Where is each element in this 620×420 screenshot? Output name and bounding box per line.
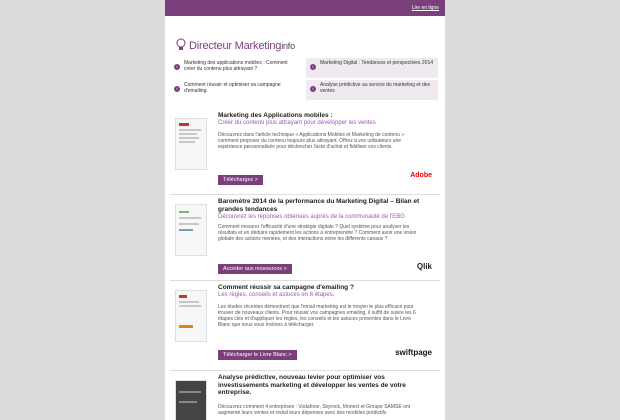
- brand-logo[interactable]: [189, 40, 295, 52]
- article-title[interactable]: Analyse prédictive, nouveau levier pour optimiser vos investissements marketing et développer les ventes de votre entreprise.: [218, 374, 406, 396]
- article-mobile: [170, 112, 440, 190]
- divider: [170, 280, 440, 281]
- qlik-logo: Qlik: [416, 262, 432, 271]
- article-thumbnail[interactable]: [175, 118, 207, 170]
- table-of-contents: [170, 58, 440, 100]
- info-icon: i: [174, 64, 180, 70]
- article-thumbnail[interactable]: [175, 290, 207, 342]
- brand-suffix: info: [281, 41, 295, 51]
- article-emailing: [170, 284, 440, 364]
- top-bar: [165, 0, 445, 16]
- download-button[interactable]: Téléchargez >: [218, 175, 263, 185]
- toc-item-digital[interactable]: i Marketing Digital : Tendances et perspectives 2014: [306, 58, 438, 78]
- brand-main: Directeur Marketing: [189, 40, 282, 52]
- article-title[interactable]: Comment réussir sa campagne d'emailing ?: [218, 284, 354, 291]
- email-body: [165, 0, 445, 420]
- divider: [170, 370, 440, 371]
- article-body: Les études récentes démontrent que l'email marketing est le moyen le plus efficace pour trouver de nouveaux clients. Pour réussir vos campagnes emailing, il suffit de suivre les 6 étapes clés et d'appliquer les règles, les conseils et les astuces présentés dans le Livre Blanc que nous vous invitons à télécharger.: [218, 304, 416, 328]
- adobe-logo: Adobe: [410, 172, 432, 179]
- article-subtitle: Créer du contenu plus attrayant pour développer les ventes: [218, 120, 376, 126]
- toc-item-predictive[interactable]: i Analyse prédictive au service du marketing et des ventes: [306, 80, 438, 100]
- article-title[interactable]: Marketing des Applications mobiles :: [218, 112, 333, 119]
- article-barometer: [170, 198, 440, 276]
- article-thumbnail[interactable]: [175, 204, 207, 256]
- article-subtitle: Les règles, conseils et astuces en 6 étapes.: [218, 292, 335, 298]
- article-body: Comment mesurer l'efficacité d'une stratégie digitale ? Quel système pour analyser les résultats et en déduire rapidement les actions à entreprendre ? Comment avoir une vision globale des actions menées, et des interactions entre les différents canaux ?: [218, 224, 417, 242]
- toc-item-emailing[interactable]: i Comment réussir et optimiser sa campagne d'emailing.: [170, 80, 302, 100]
- resources-button[interactable]: Accéder aux ressources >: [218, 264, 292, 274]
- article-predictive: [170, 374, 440, 420]
- swiftpage-logo: swiftpage: [395, 348, 432, 357]
- divider: [170, 194, 440, 195]
- article-body: Découvrez dans l'article technique « Applications Mobiles et Marketing de contenu » comment proposer du contenu toujours plus attrayant. Offrez à vos utilisateurs une expérience personnalisée pour déclencher l'acte d'achat et fidéliser vos clients.: [218, 132, 405, 150]
- toc-item-mobile[interactable]: i Marketing des applications mobiles : Comment créer du contenu plus attrayant ?: [170, 58, 302, 78]
- lightbulb-icon: [175, 38, 187, 52]
- read-online-link[interactable]: Lire en ligne: [411, 5, 439, 11]
- article-subtitle: Découvrez les réponses obtenues auprès de la communauté de l'EBG: [218, 214, 405, 220]
- info-icon: i: [310, 86, 316, 92]
- whitepaper-button[interactable]: Télécharger le Livre Blanc >: [218, 350, 297, 360]
- article-thumbnail[interactable]: [175, 380, 207, 420]
- article-title[interactable]: Baromètre 2014 de la performance du Marketing Digital – Bilan et grandes tendances: [218, 198, 420, 213]
- article-body: Découvrez comment 4 entreprises : Vodafone, Skyrock, Monext et Groupe SAMSE ont augmenté leurs ventes et réduit leurs dépenses avec des modèles prédictifs: [218, 404, 411, 416]
- header: [165, 16, 445, 52]
- info-icon: i: [310, 64, 316, 70]
- info-icon: i: [174, 86, 180, 92]
